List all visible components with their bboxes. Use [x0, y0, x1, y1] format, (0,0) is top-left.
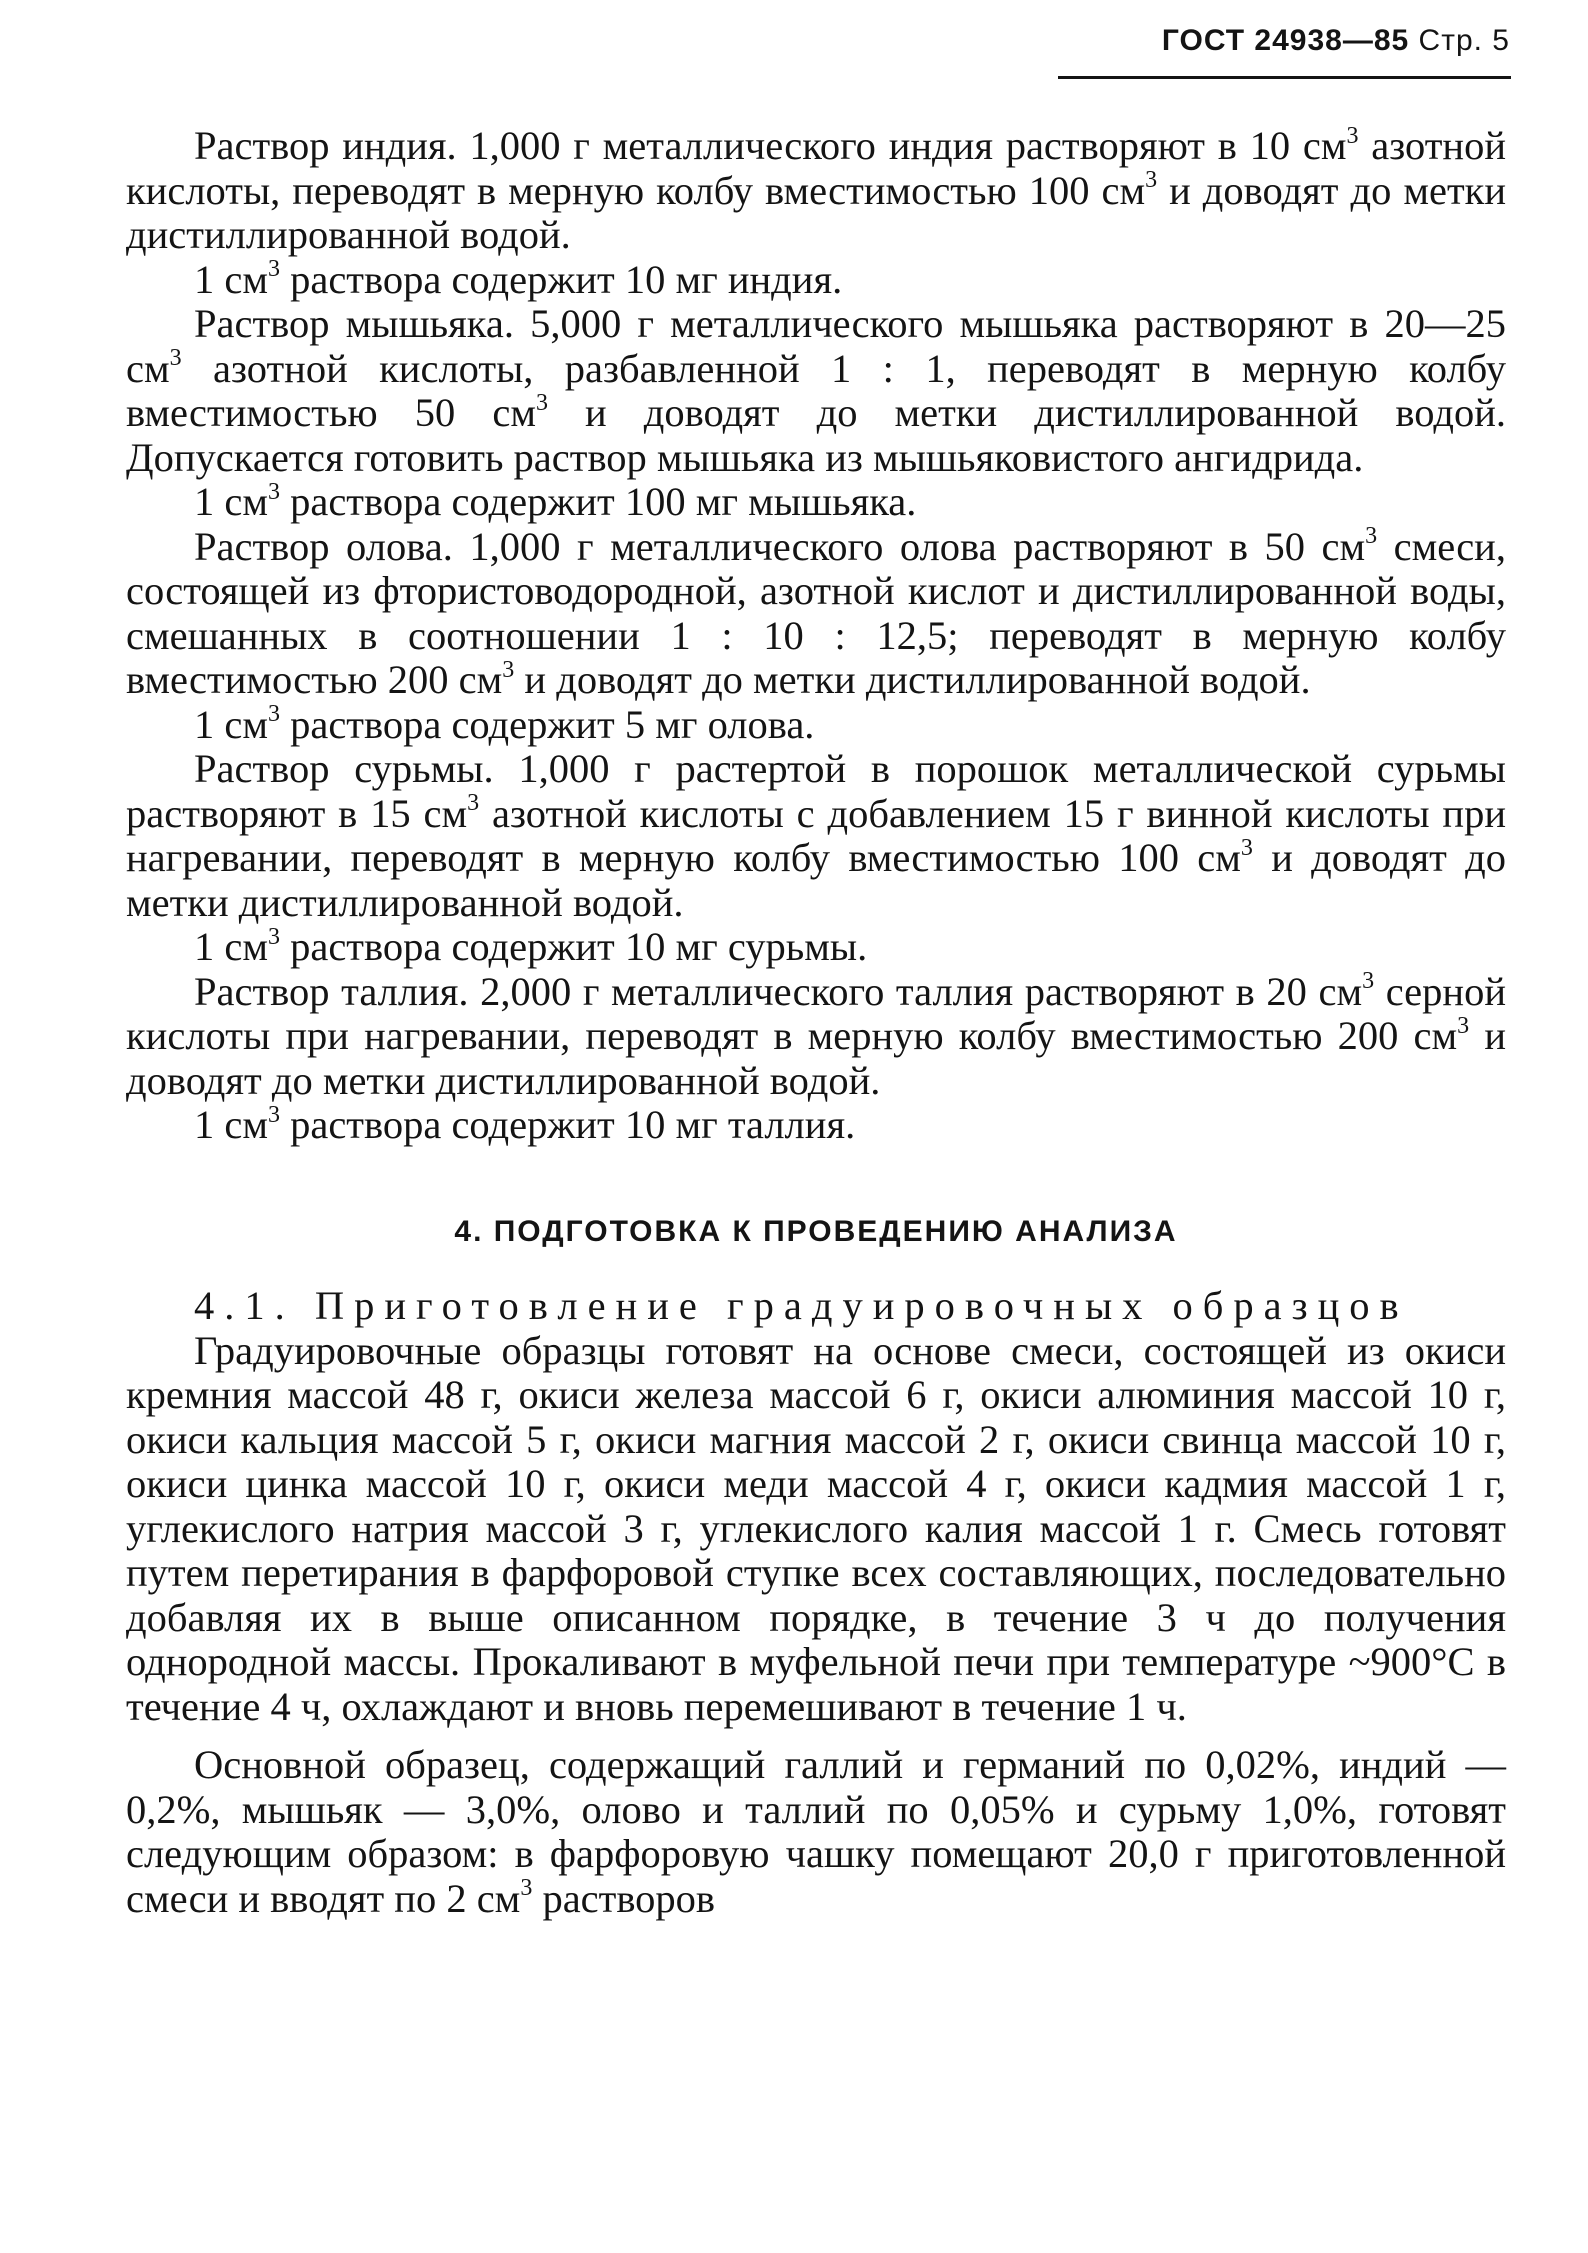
paragraph-text: раствора содержит 5 мг олова.: [279, 701, 815, 747]
document-body: [126, 124, 1506, 1921]
paragraph: [126, 925, 1506, 970]
paragraph-text: Основной образец, содержащий галлий и германий по 0,02%, индий — 0,2%, мышьяк — 3,0%, олово и таллий по 0,05% и сурьму 1,0%, готовят следующим образом: в фарфоровую чашку помещают 20,0 г приготовленной смеси и вводят по 2 см: [126, 1742, 1506, 1921]
superscript: 3: [267, 478, 280, 505]
superscript: 3: [520, 1875, 533, 1901]
paragraph: [126, 1329, 1506, 1730]
paragraph: [126, 124, 1506, 258]
paragraph-text: и доводят до метки дистиллированной водой.: [126, 167, 1506, 257]
paragraph-text: 1 см: [194, 256, 268, 302]
paragraph: [126, 1743, 1506, 1921]
superscript: 3: [267, 701, 280, 727]
reagent-paragraphs: [126, 124, 1506, 1148]
header-rule: [1058, 76, 1511, 79]
superscript: 3: [467, 790, 480, 816]
paragraph-text: 1 см: [194, 479, 268, 524]
page-header: [1162, 24, 1510, 58]
paragraph: [126, 302, 1506, 480]
superscript: 3: [535, 389, 548, 416]
paragraph-text: Раствор таллия. 2,000 г металлического таллия растворяют в 20 см: [194, 968, 1363, 1014]
superscript: 3: [267, 1101, 280, 1128]
paragraph-text: раствора содержит 100 мг мышьяка.: [279, 479, 917, 524]
paragraph-text: растворов: [532, 1875, 716, 1921]
paragraph-text: и доводят до метки дистиллированной водой.: [514, 657, 1311, 702]
section-title: 4. ПОДГОТОВКА К ПРОВЕДЕНИЮ АНАЛИЗА: [454, 1214, 1178, 1248]
paragraph-text: 1 см: [194, 701, 268, 747]
paragraph-text: и доводят до метки дистиллированной водой.: [126, 1013, 1506, 1103]
superscript: 3: [502, 656, 515, 683]
paragraph: [126, 970, 1506, 1104]
paragraph-text: серной кислоты при нагревании, переводят в мерную колбу вместимостью 200 см: [126, 968, 1506, 1058]
superscript: 3: [267, 256, 280, 282]
paragraph: [126, 703, 1506, 748]
paragraph-text: Раствор мышьяка. 5,000 г металлического мышьяка растворяют в 20—25 см: [126, 301, 1506, 391]
superscript: 3: [267, 923, 280, 950]
paragraph-text: азотной кислоты, переводят в мерную колбу вместимостью 100 см: [126, 123, 1507, 213]
paragraph-text: смеси, состоящей из фтористоводородной, азотной кислот и дистиллированной воды, смешанных в соотношении 1 : 10 : 12,5; переводят в мерную колбу вместимостью 200 см: [126, 523, 1506, 702]
superscript: 3: [1240, 834, 1253, 861]
paragraph-text: раствора содержит 10 мг индия.: [279, 256, 843, 302]
paragraph-text: раствора содержит 10 мг таллия.: [279, 1102, 856, 1147]
paragraph: [126, 480, 1506, 525]
superscript: 3: [1457, 1012, 1470, 1039]
superscript: 3: [1145, 167, 1158, 193]
paragraph-text: Раствор индия. 1,000 г металлического индия растворяют в 10 см: [194, 123, 1347, 168]
paragraph: [126, 525, 1506, 703]
superscript: 3: [169, 345, 182, 371]
superscript: 3: [1362, 968, 1375, 994]
paragraph: [126, 747, 1506, 925]
paragraph-text: Градуировочные образцы готовят на основе смеси, состоящей из окиси кремния массой 48 г, окиси железа массой 6 г, окиси алюминия массой 10 г, окиси кальция массой 5 г, окиси магния массой 2 г, окиси свинца массой 10 г, окиси цинка массой 10 г, окиси меди массой 4 г, окиси кадмия массой 1 г, углекислого натрия массой 3 г, углекислого калия массой 1 г. Смесь готовят путем перетирания в фарфоровой ступке всех составляющих, последовательно добавляя их в выше описанном порядке, в течение 3 ч до получения однородной массы. Прокаливают в муфельной печи при температуре ~900°С в течение 4 ч, охлаждают и вновь перемешивают в течение 1 ч.: [126, 1327, 1506, 1729]
superscript: 3: [1365, 523, 1378, 549]
superscript: 3: [1346, 122, 1359, 149]
paragraph-text: раствора содержит 10 мг сурьмы.: [279, 924, 868, 969]
paragraph-text: 1 см: [194, 924, 268, 969]
section-paragraphs: [126, 1329, 1506, 1922]
paragraph-text: Раствор сурьмы. 1,000 г растертой в порошок металлической сурьмы растворяют в 15 см: [126, 746, 1506, 836]
paragraph-text: Раствор олова. 1,000 г металлического олова растворяют в 50 см: [194, 523, 1366, 569]
paragraph-text: и доводят до метки дистиллированной водой. Допускается готовить раствор мышьяка из мышьяковистого ангидрида.: [126, 390, 1506, 480]
standard-number: ГОСТ 24938—85: [1161, 24, 1410, 57]
subsection-title: 4.1. Приготовление градуировочных образцов: [194, 1283, 1409, 1328]
paragraph-text: 1 см: [194, 1102, 268, 1147]
paragraph: [126, 258, 1506, 303]
paragraph-text: и доводят до метки дистиллированной водой.: [126, 835, 1506, 925]
paragraph-text: азотной кислоты, разбавленной 1 : 1, переводят в мерную колбу вместимостью 50 см: [126, 345, 1506, 435]
paragraph: [126, 1103, 1506, 1148]
paragraph-text: азотной кислоты с добавлением 15 г винной кислоты при нагревании, переводят в мерную колбу вместимостью 100 см: [126, 790, 1507, 880]
page-number: Стр. 5: [1418, 24, 1510, 57]
